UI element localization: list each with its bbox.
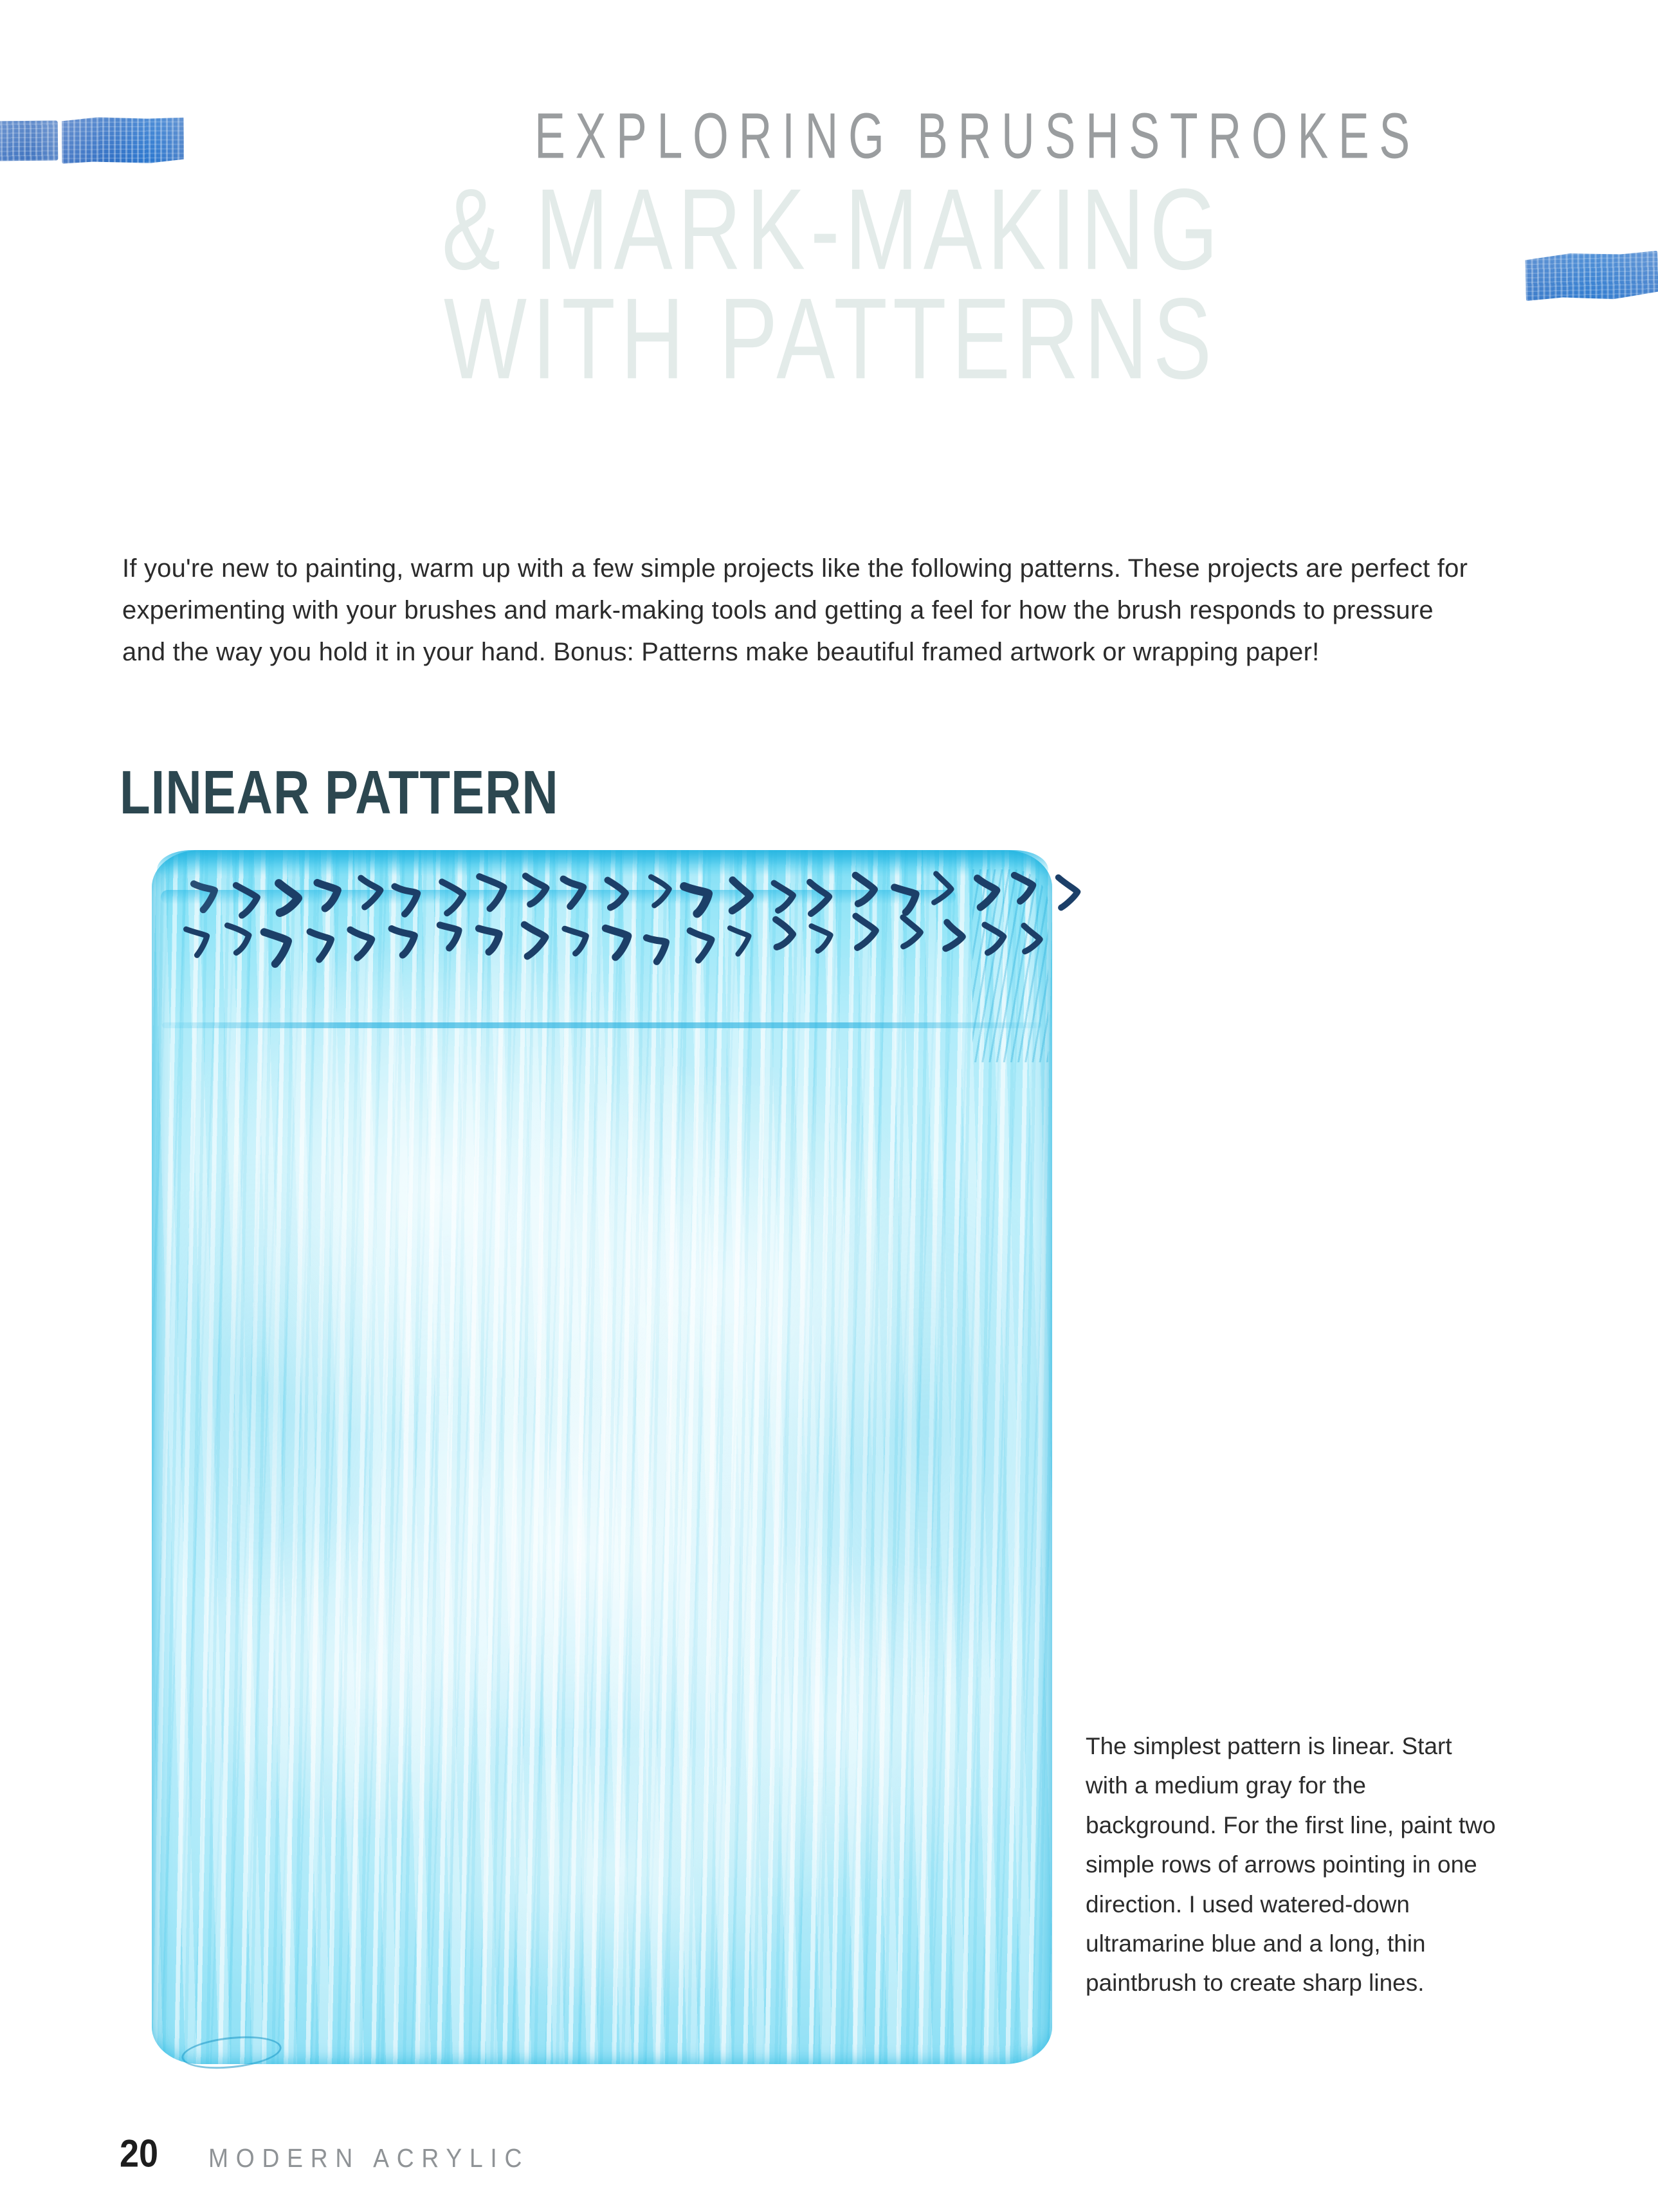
chevron-arrow-icon xyxy=(850,869,882,912)
chevron-arrow-icon xyxy=(273,876,305,921)
chevron-arrow-icon xyxy=(1020,921,1046,958)
chevron-arrow-icon xyxy=(979,915,1013,959)
chevron-arrow-icon xyxy=(898,912,927,952)
chevron-arrow-icon xyxy=(805,914,841,959)
chevron-arrow-icon xyxy=(186,869,228,918)
page-title-line-3: WITH PATTERNS xyxy=(443,274,1217,404)
chevron-arrow-icon xyxy=(646,869,678,911)
chevron-arrow-icon xyxy=(598,912,642,965)
chevron-arrow-icon xyxy=(929,869,958,908)
chevron-arrow-icon xyxy=(1009,866,1043,907)
chevron-arrow-icon xyxy=(519,866,557,914)
page-number: 20 xyxy=(120,2132,159,2175)
chevron-arrow-icon xyxy=(556,866,595,913)
chevron-arrow-icon xyxy=(603,873,633,914)
chevron-arrow-icon xyxy=(724,917,760,959)
chevron-arrow-icon xyxy=(971,869,1006,914)
intro-paragraph: If you're new to painting, warm up with a few simple projects like the following patterns. These projects are perfect for experimenting with your brushes and mark-making tools and getting a feel for how the brush responds to pressure and the way you hold it in your hand. Bonus: Patterns make beautiful framed artwork or wrapping paper! xyxy=(122,554,1468,666)
chevron-arrow-icon xyxy=(257,917,302,971)
book-title: MODERN ACRYLIC xyxy=(208,2144,530,2173)
chevron-arrow-icon xyxy=(639,922,680,968)
chevron-arrow-icon xyxy=(471,912,513,961)
chevron-arrow-icon xyxy=(355,869,390,914)
chevron-arrow-icon xyxy=(940,916,970,956)
chevron-arrow-icon xyxy=(310,868,351,917)
linear-pattern-artwork xyxy=(152,850,1052,2064)
section-heading-linear-pattern: LINEAR PATTERN xyxy=(120,757,559,827)
chevron-arrow-icon xyxy=(433,911,471,956)
chevron-arrow-icon xyxy=(221,914,261,961)
chevron-arrow-icon xyxy=(558,915,599,963)
chevron-arrow-icon xyxy=(771,914,799,954)
chevron-arrow-icon xyxy=(1053,871,1085,914)
page-title-block xyxy=(0,90,1658,450)
chevron-arrow-icon xyxy=(677,869,724,923)
chevron-arrow-icon xyxy=(805,875,837,920)
chevron-arrow-icon xyxy=(343,916,384,966)
chevron-arrow-icon xyxy=(303,918,344,966)
page-title-line-1: EXPLORING BRUSHSTROKES xyxy=(534,99,1420,172)
chevron-arrow-icon xyxy=(727,875,757,916)
chevron-arrow-icon xyxy=(180,916,220,962)
chevron-arrow-icon xyxy=(517,912,556,963)
artwork-caption: The simplest pattern is linear. Start with a medium gray for the background. For the first line, paint two simple rows of arrows pointing in one direction. I used watered-down ultramarine blue and a long, thin paintbrush to create sharp lines. xyxy=(1086,1733,1496,1997)
chevron-arrow-icon xyxy=(473,863,518,917)
page-footer xyxy=(120,2132,536,2176)
chevron-arrow-icon xyxy=(769,875,802,918)
arrow-pattern-field xyxy=(152,850,1052,1107)
chevron-arrow-icon xyxy=(384,912,430,965)
page-title-line-2: & MARK-MAKING xyxy=(442,165,1223,295)
chevron-arrow-icon xyxy=(850,907,884,954)
chevron-arrow-icon xyxy=(683,917,724,966)
